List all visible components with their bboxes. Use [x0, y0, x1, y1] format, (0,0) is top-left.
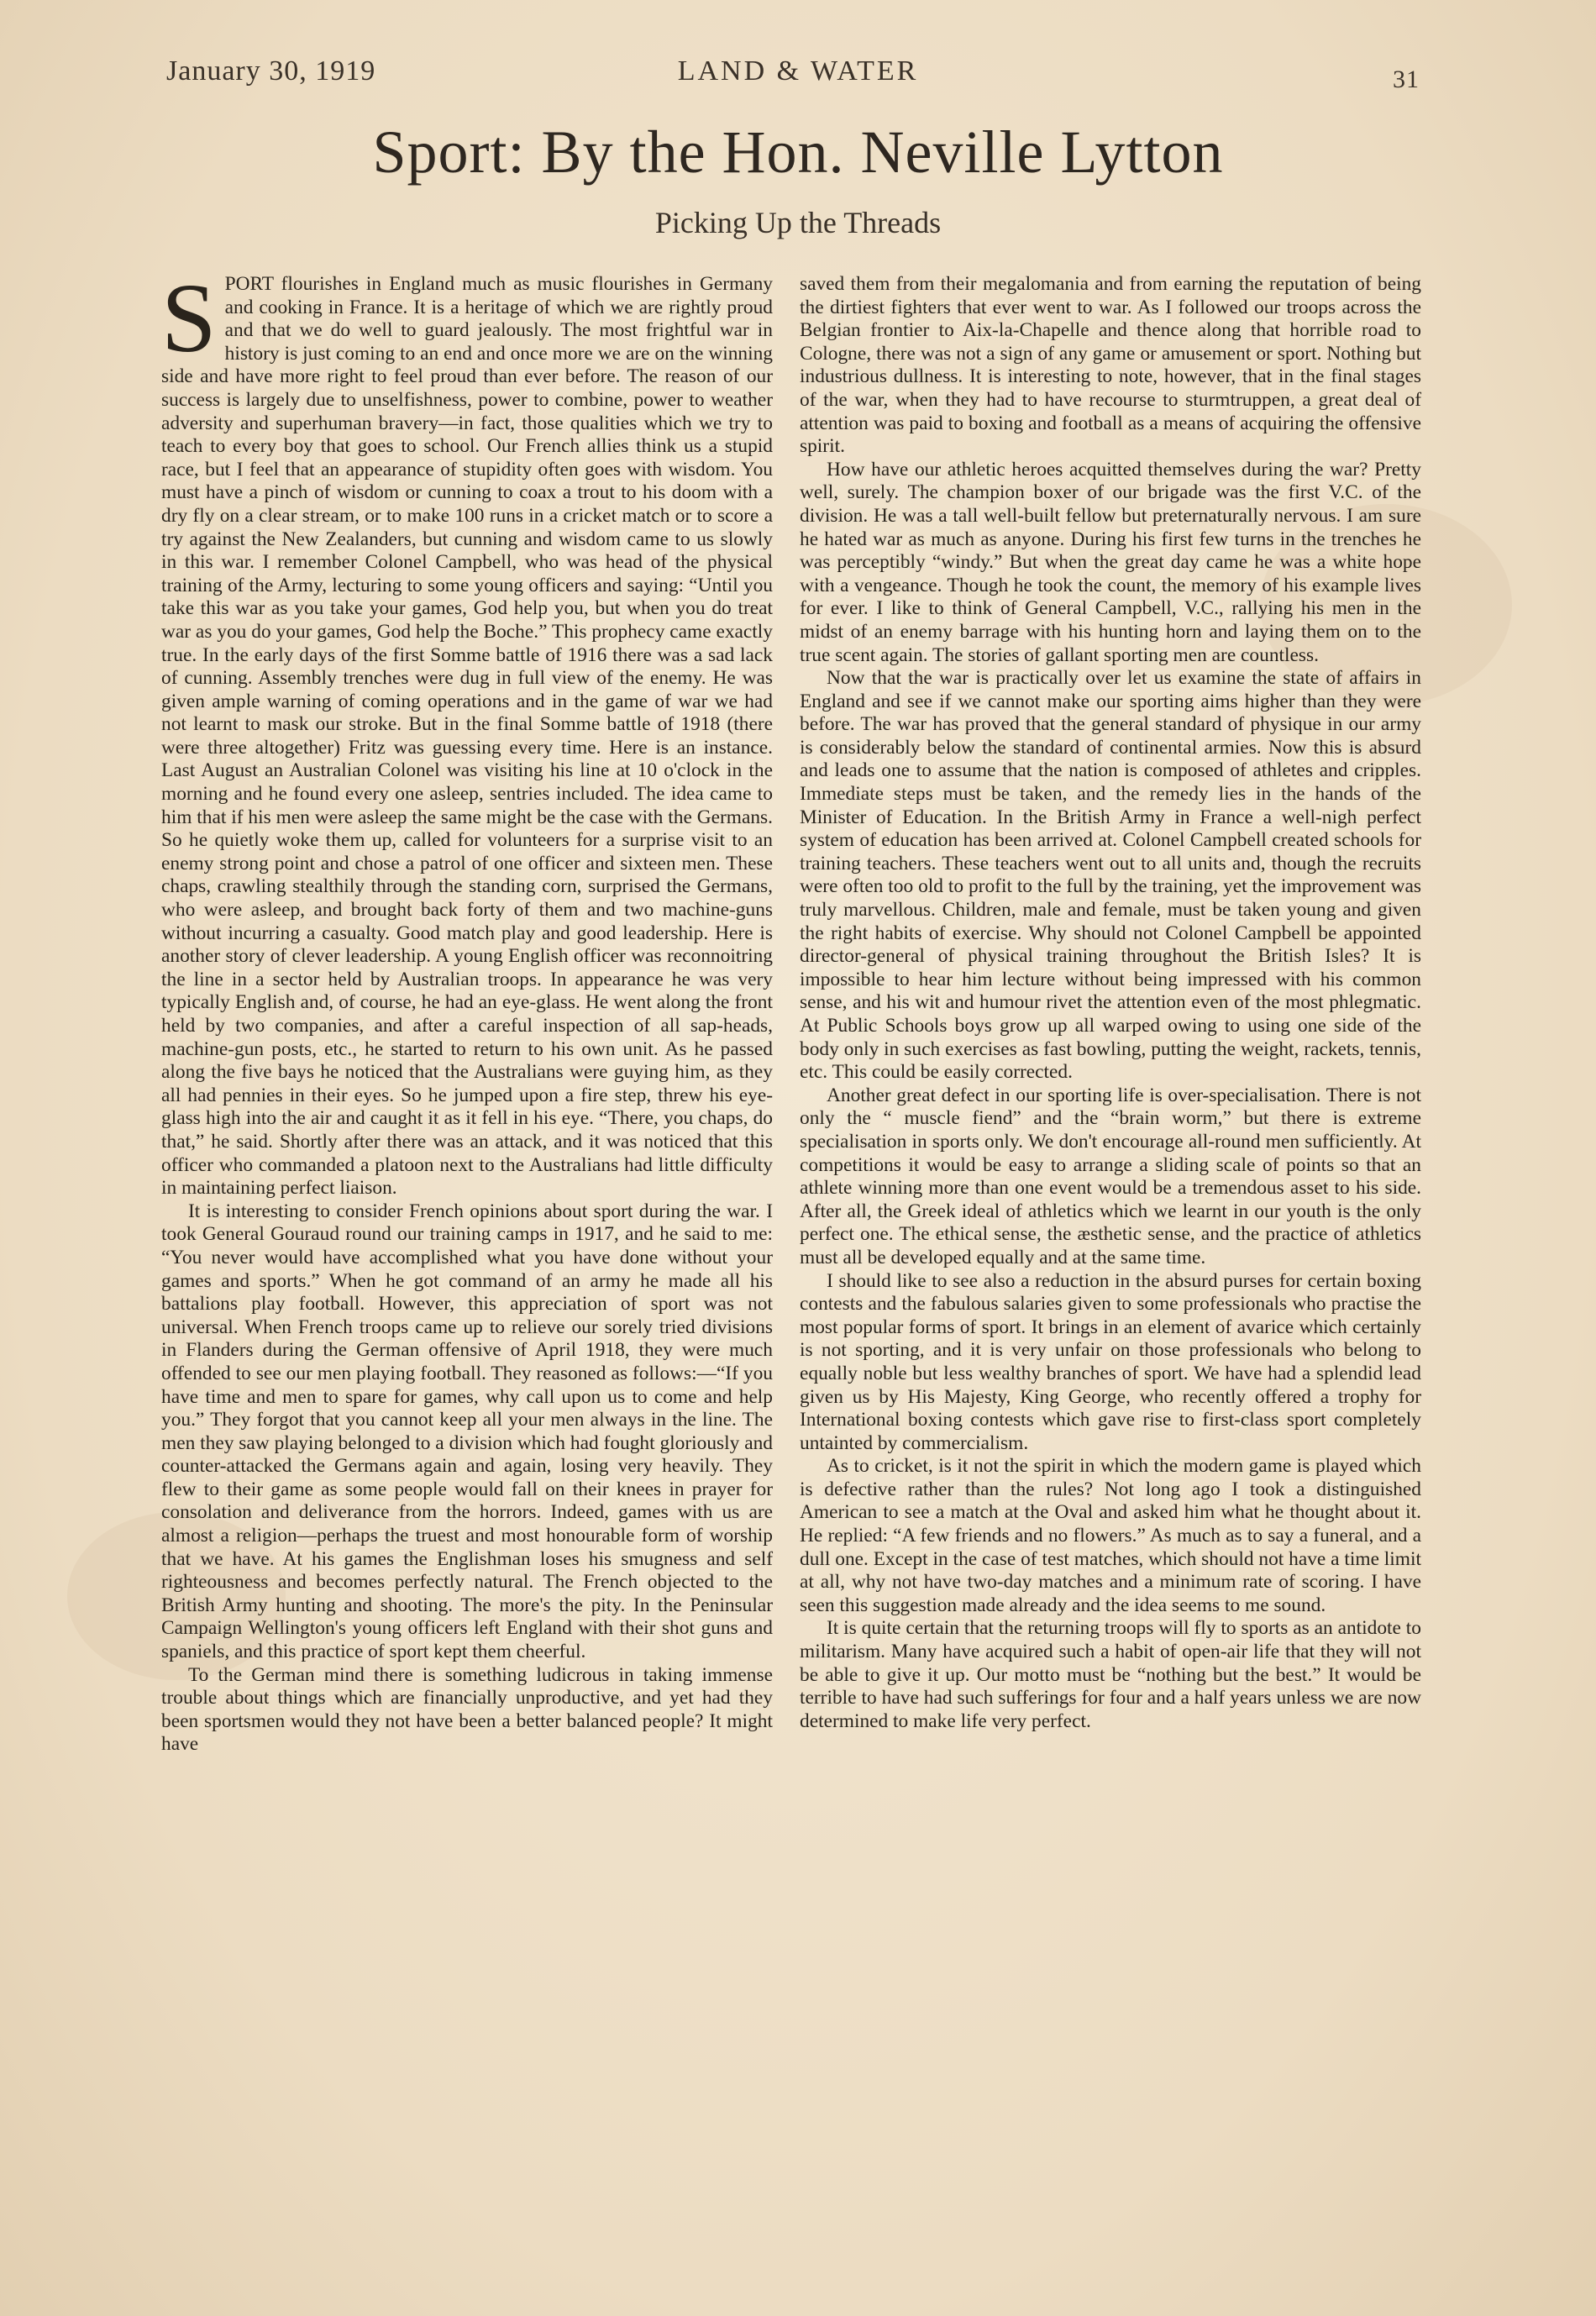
paragraph: [161, 263, 773, 1200]
paragraph: I should like to see also a reduction in the absurd purses for certain boxing contests and the fabulous salaries given to some professionals who practise the most popular forms of sport. It brings in an element of avarice which certainly is not sporting, and it is very unfair on those professionals who belong to equally noble but less wealthy branches of sport. We have had a splendid lead given us by His Majesty, King George, who recently offered a trophy for International boxing contests which gave rise to first-class sport completely untainted by commercialism.: [800, 1269, 1421, 1454]
paragraph: It is quite certain that the returning troops will fly to sports as an antidote to militarism. Many have acquired such a habit of open-air life that they will not be able to give it up. Our motto must be “nothing but the best.” It would be terrible to have had such sufferings for four and a half years unless we are now determined to make life very perfect.: [800, 1617, 1421, 1732]
paragraph: It is interesting to consider French opinions about sport during the war. I took General Gouraud round our training camps in 1917, and he said to me: “You never would have accomplished what you have done without your games and sports.” When he got command of an army he made all his battalions play football. However, this appreciation of sport was not universal. When French troops came up to relieve our sorely tried divisions in Flanders during the German offensive of April 1918, they were much offended to see our men playing football. They reasoned as follows:—“If you have time and men to spare for games, why call upon us to come and help you.” They forgot that you cannot keep all your men always in the line. The men they saw playing belonged to a division which had fought gloriously and counter-attacked the Germans again and again, losing very heavily. They flew to their game as some people would fall on their knees in prayer for consolation and deliverance from the horrors. Indeed, games with us are almost a religion—perhaps the truest and most honourable form of worship that we have. At his games the Englishman loses his smugness and self righteousness and becomes perfectly natural. The French objected to the British Army hunting and shooting. The more's the pity. In the Peninsular Campaign Wellington's young officers left England with their shot guns and spaniels, and this practice of sport kept them cheerful.: [161, 1200, 773, 1663]
left-column: [161, 263, 773, 1757]
page-number: 31: [1393, 66, 1420, 93]
publication-name: LAND & WATER: [677, 55, 919, 87]
paragraph-text: PORT flourishes in England much as music flourishes in Germany and cooking in France. It is a heritage of which we are rightly proud and that we do well to guard jealously. The most frightful war in history is just coming to an end and once more we are on the winning side and have more right to feel proud than ever before. The reason of our success is largely due to unselfishness, power to combine, power to weather adversity and superhuman bravery—in fact, those qualities which we try to teach to every boy that goes to school. Our French allies think us a stupid race, but I feel that an appearance of stupidity often goes with wisdom. You must have a pinch of wisdom or cunning to coax a trout to his doom with a dry fly on a clear stream, or to make 100 runs in a cricket match or to score a try against the New Zealanders, but cunning and wisdom came to us slowly in this war. I remember Colonel Campbell, who was head of the physical training of the Army, lecturing to some young officers and saying: “Until you take this war as you take your games, God help you, but when you do treat war as you do your games, God help the Boche.” This prophecy came exactly true. In the early days of the first Somme battle of 1916 there was a sad lack of cunning. Assembly trenches were dug in full view of the enemy. He was given ample warning of coming operations and in the game of war we had not learnt to mask our stroke. But in the final Somme battle of 1918 (there were three altogether) Fritz was guessing every time. Here is an instance. Last August an Australian Colonel was visiting his line at 10 o'clock in the morning and he found every one asleep, sentries included. The idea came to him that if his men were asleep the same might be the case with the Germans. So he quietly woke them up, called for volunteers for a surprise visit to an enemy strong point and chose a patrol of one officer and sixteen men. These chaps, crawling stealthily through the standing corn, surprised the Germans, who were asleep, and brought back forty of them and two machine-guns without incurring a casualty. Good match play and good leadership. Here is another story of clever leadership. A young English officer was reconnoitring the line in a sector held by Australian troops. In appearance he was very typically English and, of course, he had an eye-glass. He went along the front held by two companies, and after a careful inspection of all sap-heads, machine-gun posts, etc., he started to return to his own unit. As he passed along the five bays he noticed that the Australians were guying him, as they all had pennies in their eyes. So he jumped upon a fire step, threw his eye-glass high into the air and caught it as it fell in his eye. “There, you chaps, do that,” he said. Shortly after there was an attack, and it was noticed that this officer who commanded a platoon next to the Australians had little difficulty in maintaining perfect liaison.: [161, 273, 773, 1200]
right-column: [800, 273, 1421, 1733]
paragraph: Another great defect in our sporting life is over-specialisation. There is not only the “ muscle fiend” and the “brain worm,” but there is extreme specialisation in sports only. We don't encourage all-round men sufficiently. At competitions it would be easy to arrange a sliding scale of points so that an athlete winning more than one event would be a tremendous asset to his side. After all, the Greek ideal of athletics which we learnt in our youth is the only perfect one. The ethical sense, the æsthetic sense, and the practice of athletics must all be developed equally and at the same time.: [800, 1084, 1421, 1268]
issue-date: January 30, 1919: [166, 55, 376, 87]
drop-cap: S: [161, 263, 217, 373]
paragraph: How have our athletic heroes acquitted themselves during the war? Pretty well, surely. The champion boxer of our brigade was the first V.C. of the division. He was a tall well-built fellow but preternaturally nervous. I am sure he hated war as much as anyone. During his first few turns in the trenches he was perceptibly “windy.” But when the great day came he was a white hope with a vengeance. Though he took the count, the memory of his example lives for ever. I like to think of General Campbell, V.C., rallying his men in the midst of an enemy barrage with his hunting horn and laying them on to the true scent again. The stories of gallant sporting men are countless.: [800, 458, 1421, 666]
article-subtitle: Picking Up the Threads: [654, 206, 942, 239]
paragraph: saved them from their megalomania and from earning the reputation of being the dirtiest fighters that ever went to war. As I followed our troops across the Belgian frontier to Aix-la-Chapelle and thence along that horrible road to Cologne, there was not a sign of any game or amusement or sport. Nothing but industrious dullness. It is interesting to note, however, that in the final stages of the war, when they had to have recourse to sturmtruppen, a great deal of attention was paid to boxing and football as a means of acquiring the offensive spirit.: [800, 273, 1421, 458]
paragraph: Now that the war is practically over let us examine the state of affairs in England and see if we cannot make our sporting aims higher than they were before. The war has proved that the general standard of physique in our army is considerably below the standard of continental armies. Now this is absurd and leads one to assume that the nation is composed of athletes and cripples. Immediate steps must be taken, and the remedy lies in the hands of the Minister of Education. In the British Army in France a well-nigh perfect system of education has been arrived at. Colonel Campbell created schools for training teachers. These teachers went out to all units and, though the recruits were often too old to profit to the full by the training, yet the improvement was truly marvellous. Children, male and female, must be taken young and given the right habits of exercise. Why should not Colonel Campbell be appointed director-general of physical training throughout the British Isles? It is impossible to hear him lecture without being impressed with his common sense, and his wit and humour rivet the attention even of the most phlegmatic. At Public Schools boys grow up all warped owing to using one side of the body only in such exercises as fast bowling, putting the weight, rackets, tennis, etc. This could be easily corrected.: [800, 667, 1421, 1084]
paragraph: As to cricket, is it not the spirit in which the modern game is played which is defective rather than the rules? Not long ago I took a distinguished American to see a match at the Oval and asked him what he thought about it. He replied: “A few friends and no flowers.” As much as to say a funeral, and a dull one. Except in the case of test matches, which should not have a time limit at all, why not have two-day matches and a minimum rate of scoring. I have seen this suggestion made already and the idea seems to me sound.: [800, 1455, 1421, 1616]
article-title: Sport: By the Hon. Neville Lytton: [372, 118, 1224, 186]
paragraph: To the German mind there is something ludicrous in taking immense trouble about things which are financially unproductive, and yet had they been sportsmen would they not have been a better balanced people? It might have: [161, 1663, 773, 1756]
